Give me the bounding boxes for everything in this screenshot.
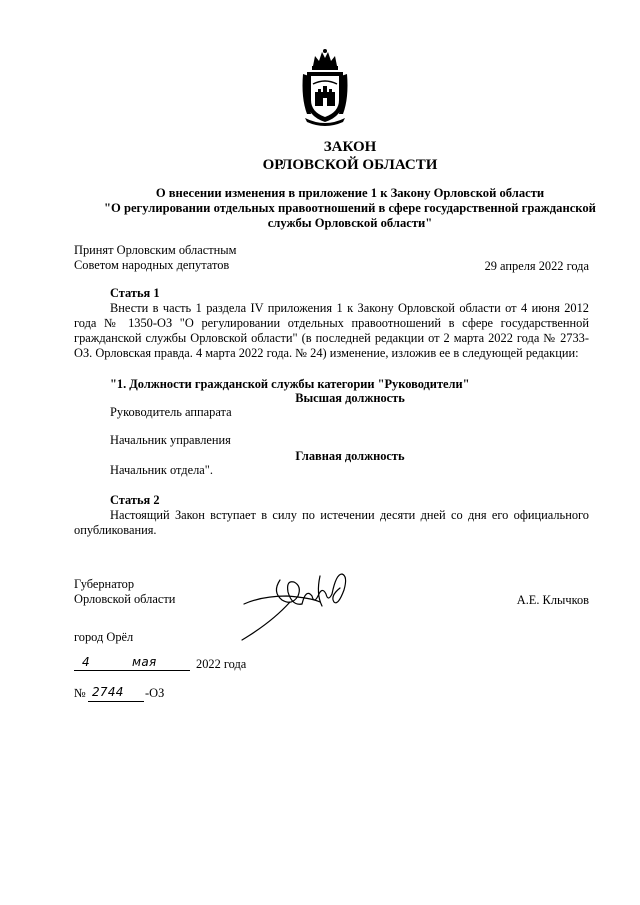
adoption-line-1: Принят Орловским областным [74, 243, 237, 257]
position-list-title: "1. Должности гражданской службы категории "Руководители" [110, 377, 470, 391]
signatory-title-2: Орловской области [74, 592, 176, 606]
coat-of-arms-icon [299, 48, 351, 126]
group-title-senior: Высшая должность [295, 391, 405, 405]
number-prefix: № [74, 686, 86, 700]
law-title: ЗАКОН [323, 139, 377, 155]
date-underline [74, 670, 190, 671]
date-month: мая [132, 655, 157, 669]
adoption-date: 29 апреля 2022 года [484, 259, 589, 273]
signatory-name: А.Е. Клычков [516, 593, 589, 607]
subject-line-2: "О регулировании отдельных правоотношений в сфере государственной гражданской [104, 201, 596, 215]
date-day: 4 [82, 655, 90, 669]
law-number: 2744 [92, 685, 124, 699]
subject-line-3: службы Орловской области" [267, 216, 433, 230]
article-2-heading: Статья 2 [110, 493, 160, 507]
article-2-text: Настоящий Закон вступает в силу по истечении десяти дней со дня его официального опубликования. [74, 508, 589, 537]
date-year: 2022 года [196, 657, 247, 671]
subject-line-1: О внесении изменения в приложение 1 к Закону Орловской области [155, 186, 545, 200]
handwritten-signature [232, 566, 357, 646]
number-underline [88, 701, 144, 702]
article-1-heading: Статья 1 [110, 286, 160, 300]
group-title-chief: Главная должность [295, 449, 405, 463]
article-1-text: Внести в часть 1 раздела IV приложения 1 к Закону Орловской области от 4 июня 2012 года № 1350-ОЗ "О регулировании отдельных правоотношений в сфере государственной гражданской службы Орловской области" (в последней редакции от 2 марта 2022 года № 2733-ОЗ. Орловская правда. 4 марта 2022 года. № 24) изменение, изложив ее в следующей редакции: [74, 301, 589, 360]
position-head-of-apparatus: Руководитель аппарата [110, 405, 232, 419]
adoption-line-2: Советом народных депутатов [74, 258, 230, 272]
region-title: ОРЛОВСКОЙ ОБЛАСТИ [262, 157, 438, 173]
city: город Орёл [74, 630, 134, 644]
number-suffix: -ОЗ [145, 686, 165, 700]
signatory-title-1: Губернатор [74, 577, 135, 591]
position-head-of-division: Начальник отдела". [110, 463, 213, 477]
position-head-of-department: Начальник управления [110, 433, 231, 447]
